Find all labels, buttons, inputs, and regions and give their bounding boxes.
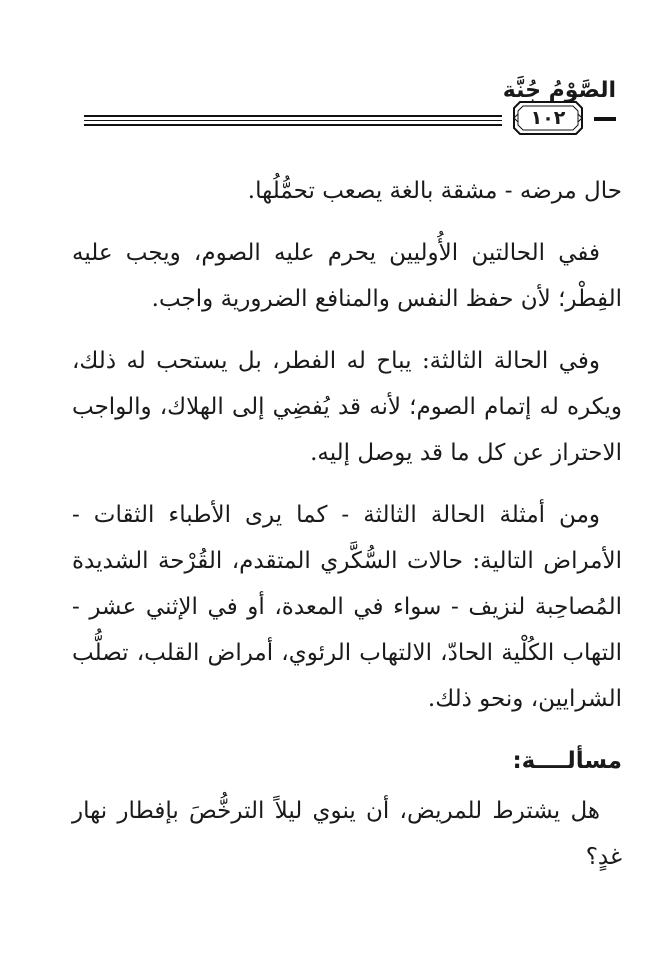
question-text: هل يشترط للمريض، أن ينوي ليلاً الترخُّصَ بإفطار نهار غدٍ؟ [72,798,622,870]
page-header [84,70,616,130]
page-number: ١٠٢ [530,107,566,129]
header-rule [84,115,502,117]
page-number-frame [512,100,584,136]
header-rule [84,120,502,121]
paragraph: ففي الحالتين الأُوليين يحرم عليه الصوم، ويجب عليه الفِطْر؛ لأن حفظ النفس والمنافع الضرورية واجب. [72,240,622,312]
book-title: الصَّوْمُ جُنَّة [502,78,616,103]
paragraph: حال مرضه - مشقة بالغة يصعب تحمُّلُها. [247,178,622,204]
paragraph: ومن أمثلة الحالة الثالثة - كما يرى الأطباء الثقات - الأمراض التالية: حالات السُّكَّري المتقدم، القُرْحة الشديدة المُصاحِبة لنزيف - سواء في المعدة، أو في الإثني عشر - التهاب الكُلْية الحادّ، الالتهاب الرئوي، أمراض القلب، تصلُّب الشرايين، ونحو ذلك. [72,502,622,712]
header-dash [594,117,616,121]
page-body [72,168,622,896]
paragraph: وفي الحالة الثالثة: يباح له الفطر، بل يستحب له ذلك، ويكره له إتمام الصوم؛ لأنه قد يُفضِي إلى الهلاك، والواجب الاحتراز عن كل ما قد يوصل إليه. [72,348,622,466]
header-rule [84,124,502,126]
section-heading: مسألــــة: [512,748,622,774]
